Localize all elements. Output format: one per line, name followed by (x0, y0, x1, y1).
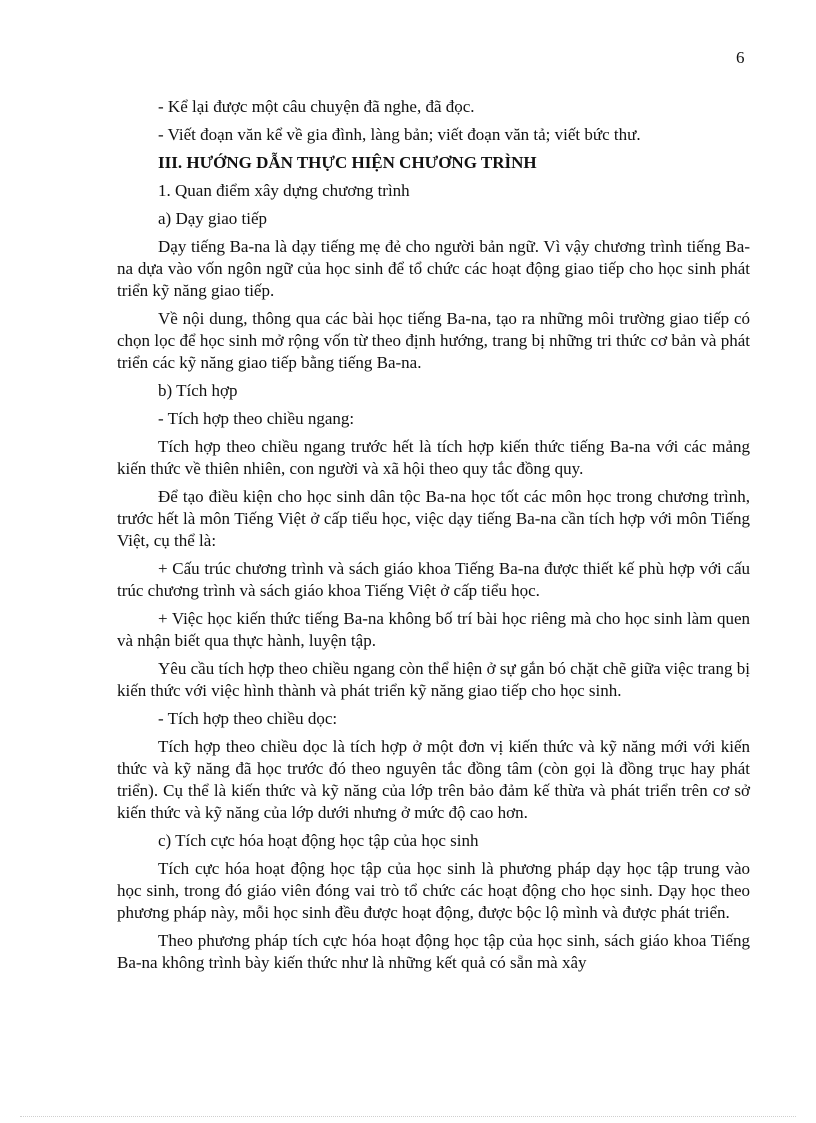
paragraph: Yêu cầu tích hợp theo chiều ngang còn thể hiện ở sự gắn bó chặt chẽ giữa việc trang bị kiến thức với việc hình thành và phát triển kỹ năng giao tiếp cho học sinh. (117, 659, 750, 700)
subsection-title: 1. Quan điểm xây dựng chương trình (158, 181, 410, 200)
text-line: - Kể lại được một câu chuyện đã nghe, đã đọc. (158, 97, 475, 116)
paragraph: Tích cực hóa hoạt động học tập của học sinh là phương pháp dạy học tập trung vào học sinh, trong đó giáo viên đóng vai trò tổ chức các hoạt động cho học sinh. Dạy học theo phương pháp này, mỗi học sinh đều được hoạt động, được bộc lộ mình và được phát triển. (117, 859, 750, 922)
subsection-title: a) Dạy giao tiếp (158, 209, 268, 228)
subsection-title: c) Tích cực hóa hoạt động học tập của học sinh (158, 831, 479, 850)
text-line: - Tích hợp theo chiều ngang: (158, 409, 355, 428)
paragraph: Để tạo điều kiện cho học sinh dân tộc Ba-na học tốt các môn học trong chương trình, trước hết là môn Tiếng Việt ở cấp tiểu học, việc dạy tiếng Ba-na cần tích hợp với môn Tiếng Việt, cụ thể là: (117, 487, 750, 550)
page-bottom-divider (20, 1116, 796, 1117)
paragraph: Tích hợp theo chiều dọc là tích hợp ở một đơn vị kiến thức và kỹ năng mới với kiến thức và kỹ năng đã học trước đó theo nguyên tắc đồng tâm (còn gọi là đồng trục hay phát triển). Cụ thể là kiến thức và kỹ năng của lớp trên bảo đảm kế thừa và phát triển trên cơ sở kiến thức và kỹ năng của lớp dưới nhưng ở mức độ cao hơn. (117, 737, 750, 822)
paragraph: + Việc học kiến thức tiếng Ba-na không bố trí bài học riêng mà cho học sinh làm quen và nhận biết qua thực hành, luyện tập. (117, 609, 750, 650)
page-number: 6 (736, 48, 745, 67)
paragraph: + Cấu trúc chương trình và sách giáo khoa Tiếng Ba-na được thiết kế phù hợp với cấu trúc chương trình và sách giáo khoa Tiếng Việt ở cấp tiểu học. (117, 559, 750, 600)
section-heading: III. HƯỚNG DẪN THỰC HIỆN CHƯƠNG TRÌNH (158, 153, 537, 172)
document-body (117, 96, 750, 980)
paragraph: Theo phương pháp tích cực hóa hoạt động học tập của học sinh, sách giáo khoa Tiếng Ba-na không trình bày kiến thức như là những kết quả có sẵn mà xây (117, 931, 750, 972)
paragraph: Dạy tiếng Ba-na là dạy tiếng mẹ đẻ cho người bản ngữ. Vì vậy chương trình tiếng Ba-na dựa vào vốn ngôn ngữ của học sinh để tổ chức các hoạt động giao tiếp cho học sinh phát triển kỹ năng giao tiếp. (117, 237, 750, 300)
paragraph: Về nội dung, thông qua các bài học tiếng Ba-na, tạo ra những môi trường giao tiếp có chọn lọc để học sinh mở rộng vốn từ theo định hướng, trang bị những tri thức cơ bản và phát triển các kỹ năng giao tiếp bằng tiếng Ba-na. (117, 309, 750, 372)
text-line: - Tích hợp theo chiều dọc: (158, 709, 338, 728)
paragraph: Tích hợp theo chiều ngang trước hết là tích hợp kiến thức tiếng Ba-na với các mảng kiến thức về thiên nhiên, con người và xã hội theo quy tắc đồng quy. (117, 437, 750, 478)
subsection-title: b) Tích hợp (158, 381, 238, 400)
text-line: - Viết đoạn văn kể về gia đình, làng bản; viết đoạn văn tả; viết bức thư. (158, 125, 641, 144)
